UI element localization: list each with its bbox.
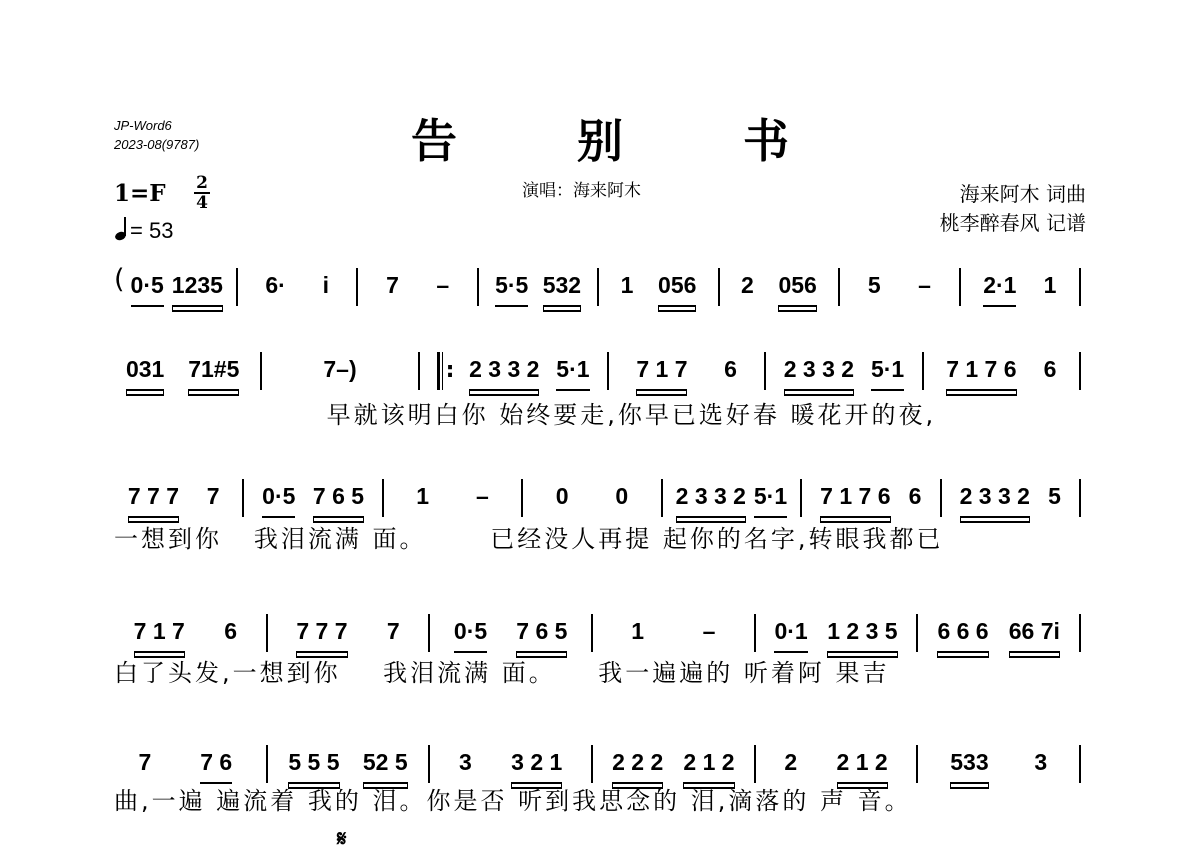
note-group xyxy=(1044,355,1057,389)
note-group xyxy=(676,482,746,518)
measure xyxy=(849,266,949,305)
measure xyxy=(127,266,227,307)
lyric-line: 早就该明白你 始终要走,你早已选好春 暖花开的夜, xyxy=(114,401,937,429)
barline xyxy=(1079,479,1081,517)
measure xyxy=(602,743,745,784)
lyric-line: 曲,一遍 遍流着 我的 泪。你是否 听到我思念的 泪,滴落的 声 音。 xyxy=(114,787,912,815)
note-group xyxy=(621,271,634,305)
note-group xyxy=(134,617,185,653)
note-group xyxy=(1044,271,1057,305)
barline xyxy=(940,479,942,517)
singer-credit: 演唱：海来阿木 xyxy=(522,181,641,201)
barline xyxy=(1079,352,1081,390)
barline xyxy=(1079,268,1081,306)
measure xyxy=(618,350,755,391)
note-group xyxy=(612,748,663,784)
song-title: 告 别 书 xyxy=(410,114,842,168)
note-group xyxy=(288,748,339,784)
note-group xyxy=(1034,748,1047,782)
barline xyxy=(428,745,430,783)
measure xyxy=(951,477,1070,518)
note-text: 1 xyxy=(620,272,634,298)
note-group xyxy=(454,617,487,653)
note-text: 1235 xyxy=(171,272,223,298)
note-text: 0·1 xyxy=(774,618,808,644)
credits xyxy=(940,180,1086,238)
note-text: 7 7 7 xyxy=(296,618,348,644)
barline xyxy=(916,614,918,652)
note-group xyxy=(741,271,754,305)
note-text: 056 xyxy=(778,272,817,298)
note-text: i xyxy=(322,272,330,298)
note-text: – xyxy=(436,272,450,298)
measure xyxy=(393,477,512,516)
note-group xyxy=(224,617,237,651)
note-group xyxy=(868,271,881,305)
note-group xyxy=(871,355,904,391)
note-text: 2·1 xyxy=(983,272,1017,298)
repeat-start-barline: : xyxy=(437,352,453,390)
measure xyxy=(439,612,582,653)
note-text: 7 xyxy=(138,749,152,775)
note-group xyxy=(636,355,687,391)
note-group xyxy=(200,748,232,784)
measure xyxy=(439,743,582,784)
key-signature: 1=F xyxy=(114,180,166,207)
barline xyxy=(382,479,384,517)
barline xyxy=(916,745,918,783)
barline xyxy=(922,352,924,390)
barline xyxy=(477,268,479,306)
score-row xyxy=(114,477,1090,519)
note-text: 0·5 xyxy=(130,272,164,298)
measure xyxy=(775,350,912,391)
note-group xyxy=(296,617,347,653)
note-text: 0·5 xyxy=(453,618,488,644)
note-group xyxy=(436,271,449,305)
measure xyxy=(488,266,588,307)
note-group xyxy=(313,482,364,518)
note-text: 71#5 xyxy=(188,356,240,382)
note-text: 5 5 5 xyxy=(288,749,340,775)
barline xyxy=(591,745,593,783)
measure xyxy=(271,350,408,389)
note-text: 6 xyxy=(724,356,737,382)
note-group xyxy=(265,271,285,305)
note-group xyxy=(128,482,179,518)
note-text: 3 2 1 xyxy=(511,749,563,775)
note-group xyxy=(207,482,220,516)
note-text: 2 3 3 2 xyxy=(959,483,1030,509)
barline xyxy=(418,352,420,390)
time-signature-bottom: 4 xyxy=(196,193,208,213)
note-text: 7 xyxy=(386,618,400,644)
note-text: 532 xyxy=(542,272,582,298)
score-row xyxy=(114,612,1090,654)
note-group xyxy=(131,271,164,307)
barline xyxy=(607,352,609,390)
note-group xyxy=(658,271,696,307)
note-group xyxy=(363,748,408,784)
measure xyxy=(461,350,598,391)
note-text: 533 xyxy=(950,749,989,775)
note-group xyxy=(960,482,1030,518)
note-group xyxy=(724,355,737,389)
note-text: 6· xyxy=(265,272,286,298)
barline xyxy=(428,614,430,652)
note-group xyxy=(138,748,151,782)
note-text: – xyxy=(702,618,716,644)
measure xyxy=(927,743,1070,784)
note-text: 7 1 7 6 xyxy=(820,483,891,509)
note-text: 5 xyxy=(867,272,881,298)
measure xyxy=(608,266,708,307)
note-group xyxy=(416,482,429,516)
note-group xyxy=(323,271,329,305)
note-group xyxy=(784,355,854,391)
score-row xyxy=(114,743,1090,785)
note-text: 7 7 7 xyxy=(127,483,180,509)
note-text: 6 xyxy=(908,483,922,509)
note-group xyxy=(820,482,890,518)
note-text: 52 5 xyxy=(362,749,408,775)
note-group xyxy=(909,482,922,516)
note-text: 056 xyxy=(658,272,697,298)
note-text: 1 xyxy=(631,618,645,644)
measure xyxy=(765,612,908,653)
note-group xyxy=(469,355,539,391)
measure xyxy=(765,743,908,784)
note-group xyxy=(1009,617,1060,653)
note-group xyxy=(543,271,581,307)
software-version: 2023-08(9787) xyxy=(114,137,200,152)
note-text: 7 xyxy=(206,483,220,509)
note-text: 5 xyxy=(1048,483,1061,509)
note-text: 7 xyxy=(386,272,399,298)
score-row xyxy=(114,266,1090,308)
note-group xyxy=(459,748,472,782)
opening-parenthesis: ( xyxy=(114,264,125,295)
measure xyxy=(672,477,791,518)
note-text: 2 2 2 xyxy=(612,749,664,775)
measure xyxy=(277,743,420,784)
measure xyxy=(927,612,1070,653)
note-text: 031 xyxy=(125,356,165,382)
note-group xyxy=(631,617,644,651)
transcriber-credit: 桃李醉春风 记谱 xyxy=(939,211,1086,235)
barline xyxy=(1079,614,1081,652)
barline xyxy=(266,745,268,783)
barline xyxy=(260,352,262,390)
measure xyxy=(532,477,651,516)
note-text: 2 1 2 xyxy=(836,749,888,775)
note-text: 3 xyxy=(459,749,472,775)
note-group xyxy=(946,355,1016,391)
measure xyxy=(729,266,829,307)
note-text: 6 xyxy=(1043,356,1057,382)
note-text: 5·5 xyxy=(495,272,529,298)
barline xyxy=(718,268,720,306)
note-text: – xyxy=(918,272,931,298)
note-text: 7–) xyxy=(323,356,357,382)
note-group xyxy=(516,617,567,653)
measure xyxy=(811,477,930,518)
barline xyxy=(266,614,268,652)
note-group xyxy=(556,355,589,391)
measure xyxy=(247,266,347,305)
note-group xyxy=(323,355,356,389)
note-group xyxy=(511,748,562,784)
measure xyxy=(114,477,233,518)
note-group xyxy=(126,355,164,391)
lyric-line: 一想到你 我泪流满 面。 已经没人再提 起你的名字,转眼我都已 xyxy=(114,525,944,553)
barline xyxy=(236,268,238,306)
note-text: 1 2 3 5 xyxy=(827,618,898,644)
barline xyxy=(838,268,840,306)
note-group xyxy=(983,271,1016,307)
measure xyxy=(933,350,1070,391)
note-text: 6 xyxy=(224,618,237,644)
measure xyxy=(367,266,467,305)
measure xyxy=(114,612,257,653)
barline xyxy=(959,268,961,306)
note-text: 6 6 6 xyxy=(937,618,989,644)
note-text: 0·5 xyxy=(262,483,296,509)
note-group xyxy=(172,271,223,307)
measure xyxy=(114,350,251,391)
note-text: 5·1 xyxy=(753,483,788,509)
measure xyxy=(970,266,1070,307)
note-group xyxy=(778,271,816,307)
note-group xyxy=(495,271,528,307)
time-signature-top: 2 xyxy=(196,173,208,193)
barline xyxy=(661,479,663,517)
note-group xyxy=(754,482,787,518)
note-text: 66 7i xyxy=(1008,618,1060,644)
note-group xyxy=(918,271,931,305)
note-text: 2 xyxy=(741,272,754,298)
segno-sign: 𝄋 xyxy=(337,827,347,852)
note-text: 1 xyxy=(1043,272,1057,298)
note-text: 7 1 7 6 xyxy=(946,356,1017,382)
note-group xyxy=(188,355,239,391)
note-group xyxy=(784,748,797,782)
note-text: 2 1 2 xyxy=(683,749,735,775)
measure xyxy=(114,743,257,784)
barline xyxy=(521,479,523,517)
note-text: 7 6 5 xyxy=(312,483,365,509)
note-text: 2 3 3 2 xyxy=(469,356,540,382)
measure xyxy=(277,612,420,653)
note-text: 7 6 xyxy=(200,749,233,775)
note-group xyxy=(556,482,569,516)
note-text: 5·1 xyxy=(556,356,590,382)
software-name: JP-Word6 xyxy=(114,118,172,133)
note-text: 7 6 5 xyxy=(516,618,568,644)
note-group xyxy=(950,748,988,784)
note-group xyxy=(937,617,988,653)
barline xyxy=(764,352,766,390)
barline xyxy=(754,745,756,783)
note-group xyxy=(703,617,716,651)
note-text: 0 xyxy=(615,483,629,509)
barline xyxy=(754,614,756,652)
measure xyxy=(253,477,372,518)
note-text: – xyxy=(476,483,489,509)
note-text: 5·1 xyxy=(870,356,905,382)
note-text: 1 xyxy=(416,483,430,509)
measure xyxy=(602,612,745,651)
note-text: 2 xyxy=(784,749,798,775)
note-group xyxy=(476,482,489,516)
note-text: 7 1 7 xyxy=(636,356,688,382)
note-group xyxy=(387,617,400,651)
barline xyxy=(1079,745,1081,783)
note-group xyxy=(386,271,399,305)
note-text: 0 xyxy=(555,483,569,509)
note-group xyxy=(827,617,897,653)
score-row xyxy=(114,350,1090,392)
note-text: 2 3 3 2 xyxy=(783,356,855,382)
note-text: 7 1 7 xyxy=(133,618,185,644)
note-group xyxy=(774,617,807,653)
barline xyxy=(800,479,802,517)
quarter-note-icon xyxy=(114,216,130,242)
barline xyxy=(597,268,599,306)
tempo-value: = 53 xyxy=(130,218,174,243)
tempo-marking xyxy=(114,216,173,245)
note-text: 2 3 3 2 xyxy=(675,483,746,509)
barline xyxy=(356,268,358,306)
note-group xyxy=(683,748,734,784)
note-group xyxy=(615,482,628,516)
time-signature xyxy=(193,174,211,212)
barline xyxy=(591,614,593,652)
lyric-line: 白了头发,一想到你 我泪流满 面。 我一遍遍的 听着阿 果吉 xyxy=(114,659,890,687)
note-text: 3 xyxy=(1034,749,1048,775)
note-group xyxy=(1048,482,1061,516)
lyricist-composer-credit: 海来阿木 词曲 xyxy=(959,182,1086,206)
note-group xyxy=(262,482,295,518)
barline xyxy=(242,479,244,517)
note-group xyxy=(837,748,888,784)
